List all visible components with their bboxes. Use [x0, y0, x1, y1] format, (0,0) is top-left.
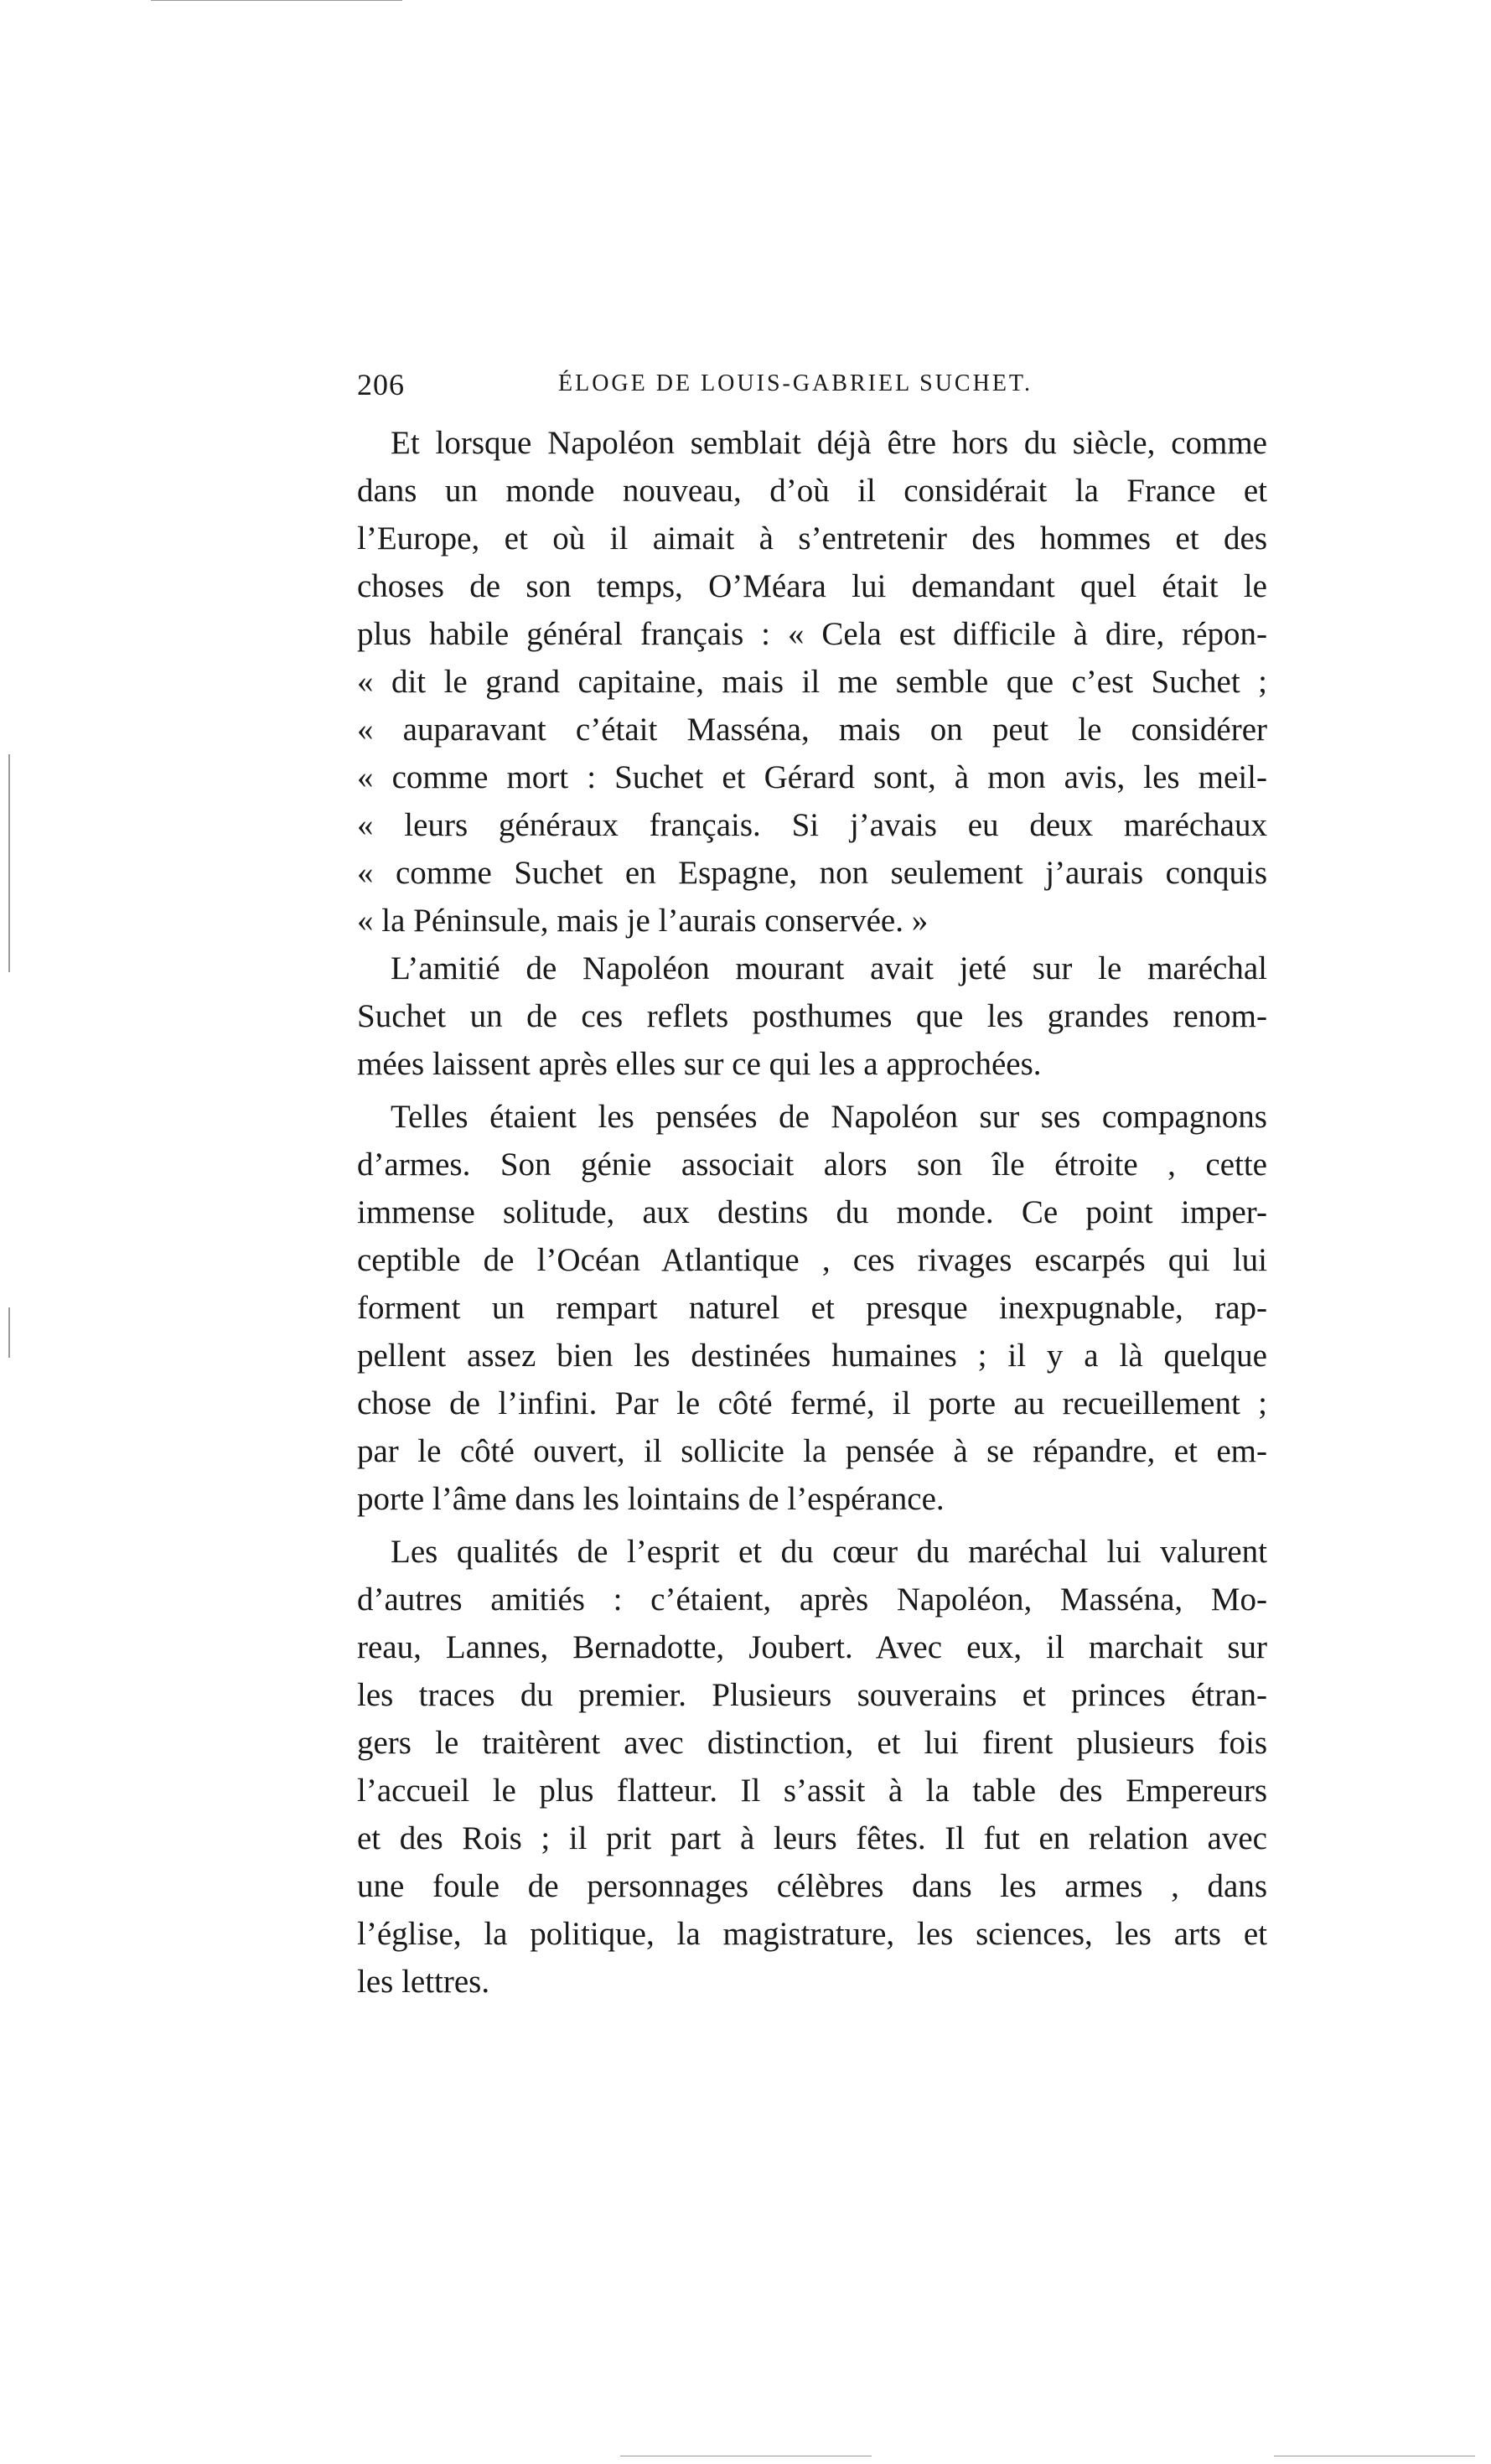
scan-edge-mark	[8, 754, 10, 972]
text-line: chose de l’infini. Par le côté fermé, il porte au recueillement ;	[357, 1385, 1267, 1421]
text-line: une foule de personnages célèbres dans les armes , dans	[357, 1868, 1267, 1904]
text-line: et des Rois ; il prit part à leurs fêtes. Il fut en relation avec	[357, 1820, 1267, 1856]
scan-edge-mark	[8, 1307, 10, 1358]
text-line: immense solitude, aux destins du monde. Ce point imper-	[357, 1194, 1267, 1230]
paragraph	[357, 1528, 1267, 2006]
text-line: les traces du premier. Plusieurs souverains et princes étran-	[357, 1677, 1267, 1713]
page-number: 206	[357, 368, 405, 401]
scan-edge-mark	[151, 0, 402, 1]
text-line: l’église, la politique, la magistrature, les sciences, les arts et	[357, 1916, 1267, 1952]
text-line: plus habile général français : « Cela est difficile à dire, répon-	[357, 616, 1267, 652]
text-line: ceptible de l’Océan Atlantique , ces rivages escarpés qui lui	[357, 1242, 1267, 1278]
text-line: l’accueil le plus flatteur. Il s’assit à la table des Empereurs	[357, 1773, 1267, 1809]
text-line: L’amitié de Napoléon mourant avait jeté sur le maréchal	[391, 950, 1267, 986]
page-header	[357, 367, 1267, 417]
text-line: d’armes. Son génie associait alors son île étroite , cette	[357, 1147, 1267, 1183]
text-line: « comme Suchet en Espagne, non seulement j’aurais conquis	[357, 855, 1267, 891]
text-line: mées laissent après elles sur ce qui les a approchées.	[357, 1046, 1042, 1082]
text-line: pellent assez bien les destinées humaines ; il y a là quelque	[357, 1338, 1267, 1374]
paragraph	[357, 945, 1267, 1088]
running-title: ÉLOGE DE LOUIS-GABRIEL SUCHET.	[558, 370, 1033, 396]
text-line: Et lorsque Napoléon semblait déjà être hors du siècle, comme	[391, 425, 1267, 461]
body-text	[357, 419, 1267, 2006]
text-line: d’autres amitiés : c’étaient, après Napoléon, Masséna, Mo-	[357, 1581, 1267, 1618]
text-line: reau, Lannes, Bernadotte, Joubert. Avec eux, il marchait sur	[357, 1629, 1267, 1665]
text-line: choses de son temps, O’Méara lui demandant quel était le	[357, 568, 1267, 604]
text-line: par le côté ouvert, il sollicite la pensée à se répandre, et em-	[357, 1433, 1267, 1469]
text-line: « la Péninsule, mais je l’aurais conservée. »	[357, 903, 929, 939]
text-line: « comme mort : Suchet et Gérard sont, à mon avis, les meil-	[357, 759, 1267, 795]
text-line: Les qualités de l’esprit et du cœur du maréchal lui valurent	[391, 1534, 1267, 1570]
text-line: « leurs généraux français. Si j’avais eu deux maréchaux	[357, 807, 1267, 843]
text-line: « auparavant c’était Masséna, mais on peut le considérer	[357, 712, 1267, 748]
text-line: les lettres.	[357, 1964, 490, 2000]
text-line: Telles étaient les pensées de Napoléon sur ses compagnons	[391, 1099, 1267, 1135]
text-line: porte l’âme dans les lointains de l’espérance.	[357, 1481, 945, 1517]
paragraph	[357, 419, 1267, 945]
text-line: « dit le grand capitaine, mais il me semble que c’est Suchet ;	[357, 664, 1267, 700]
paragraph	[357, 1093, 1267, 1523]
text-line: gers le traitèrent avec distinction, et lui firent plusieurs fois	[357, 1725, 1267, 1761]
text-line: Suchet un de ces reflets posthumes que les grandes renom-	[357, 998, 1267, 1034]
text-line: dans un monde nouveau, d’où il considérait la France et	[357, 473, 1267, 509]
text-line: l’Europe, et où il aimait à s’entretenir des hommes et des	[357, 520, 1267, 556]
text-line: forment un rempart naturel et presque inexpugnable, rap-	[357, 1290, 1267, 1326]
